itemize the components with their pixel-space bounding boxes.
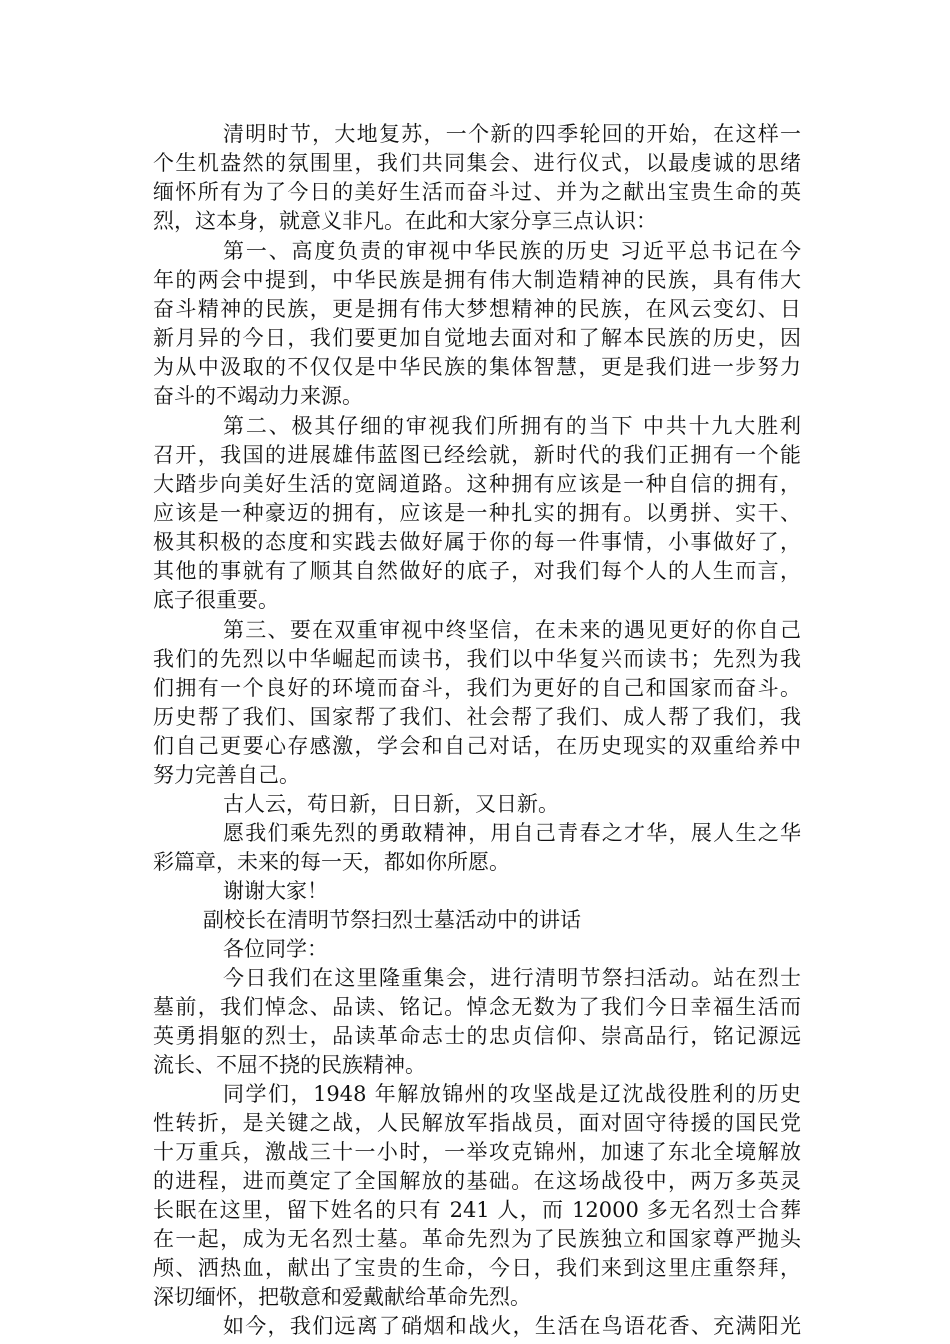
- text-line: 第一、高度负责的审视中华民族的历史 习近平总书记在今: [223, 239, 801, 263]
- text-line: 努力完善自己。: [153, 763, 300, 787]
- text-line: 流长、不屈不挠的民族精神。: [153, 1053, 426, 1077]
- text-line: 烈，这本身，就意义非凡。在此和大家分享三点认识：: [153, 209, 657, 233]
- text-line: 应该是一种豪迈的拥有，应该是一种扎实的拥有。以勇拼、实干、: [153, 501, 801, 525]
- text-line: 的进程，进而奠定了全国解放的基础。在这场战役中，两万多英灵: [153, 1169, 801, 1193]
- text-line: 底子很重要。: [153, 588, 279, 612]
- text-line: 们自己更要心存感激，学会和自己对话，在历史现实的双重给养中: [153, 734, 801, 758]
- text-line: 英勇捐躯的烈士，品读革命志士的忠贞信仰、崇高品行，铭记源远: [153, 1024, 801, 1048]
- text-line: 第三、要在双重审视中终坚信，在未来的遇见更好的你自己: [223, 618, 801, 642]
- text-line: 彩篇章，未来的每一天，都如你所愿。: [153, 850, 510, 874]
- text-line: 历史帮了我们、国家帮了我们、社会帮了我们、成人帮了我们，我: [153, 705, 801, 729]
- text-line: 清明时节，大地复苏，一个新的四季轮回的开始，在这样一: [223, 122, 801, 146]
- text-line: 颅、洒热血，献出了宝贵的生命，今日，我们来到这里庄重祭拜，: [153, 1256, 801, 1280]
- text-line: 们拥有一个良好的环境而奋斗，我们为更好的自己和国家而奋斗。: [153, 676, 801, 700]
- text-line: 我们的先烈以中华崛起而读书，我们以中华复兴而读书；先烈为我: [153, 647, 801, 671]
- text-line: 墓前，我们悼念、品读、铭记。悼念无数为了我们今日幸福生活而: [153, 995, 801, 1019]
- text-line: 奋斗精神的民族，更是拥有伟大梦想精神的民族，在风云变幻、日: [153, 297, 801, 321]
- text-line: 大踏步向美好生活的宽阔道路。这种拥有应该是一种自信的拥有，: [153, 472, 801, 496]
- text-line: 深切缅怀，把敬意和爱戴献给革命先烈。: [153, 1285, 531, 1309]
- text-line: 极其积极的态度和实践去做好属于你的每一件事情，小事做好了，: [153, 530, 801, 554]
- text-line: 在一起，成为无名烈士墓。革命先烈为了民族独立和国家尊严抛头: [153, 1227, 801, 1251]
- text-line: 奋斗的不竭动力来源。: [153, 384, 363, 408]
- text-line: 缅怀所有为了今日的美好生活而奋斗过、并为之献出宝贵生命的英: [153, 180, 801, 204]
- text-line: 今日我们在这里隆重集会，进行清明节祭扫活动。站在烈士: [223, 966, 801, 990]
- text-line: 十万重兵，激战三十一小时，一举攻克锦州，加速了东北全境解放: [153, 1140, 801, 1164]
- text-line: 性转折，是关键之战，人民解放军指战员，面对固守待援的国民党: [153, 1111, 801, 1135]
- text-line: 第二、极其仔细的审视我们所拥有的当下 中共十九大胜利: [223, 414, 801, 438]
- text-line: 其他的事就有了顺其自然做好的底子，对我们每个人的人生而言，: [153, 559, 801, 583]
- text-line: 谢谢大家！: [223, 879, 328, 903]
- text-line: 同学们，1948 年解放锦州的攻坚战是辽沈战役胜利的历史: [223, 1082, 801, 1106]
- text-line: 为从中汲取的不仅仅是中华民族的集体智慧，更是我们进一步努力: [153, 355, 801, 379]
- text-line: 个生机盎然的氛围里，我们共同集会、进行仪式，以最虔诚的思绪: [153, 151, 801, 175]
- greeting: 各位同学：: [223, 937, 328, 961]
- text-line: 年的两会中提到，中华民族是拥有伟大制造精神的民族，具有伟大: [153, 268, 801, 292]
- text-line: 长眠在这里，留下姓名的只有 241 人，而 12000 多无名烈士合葬: [153, 1198, 801, 1222]
- text-line: 新月异的今日，我们要更加自觉地去面对和了解本民族的历史，因: [153, 326, 801, 350]
- text-line: 古人云，苟日新，日日新，又日新。: [223, 792, 559, 816]
- speech-title: 副校长在清明节祭扫烈士墓活动中的讲话: [203, 908, 581, 932]
- text-line: 愿我们乘先烈的勇敢精神，用自己青春之才华，展人生之华: [223, 821, 801, 845]
- text-line: 召开，我国的进展雄伟蓝图已经绘就，新时代的我们正拥有一个能: [153, 443, 801, 467]
- text-line: 如今，我们远离了硝烟和战火，生活在鸟语花香、充满阳光: [223, 1314, 801, 1338]
